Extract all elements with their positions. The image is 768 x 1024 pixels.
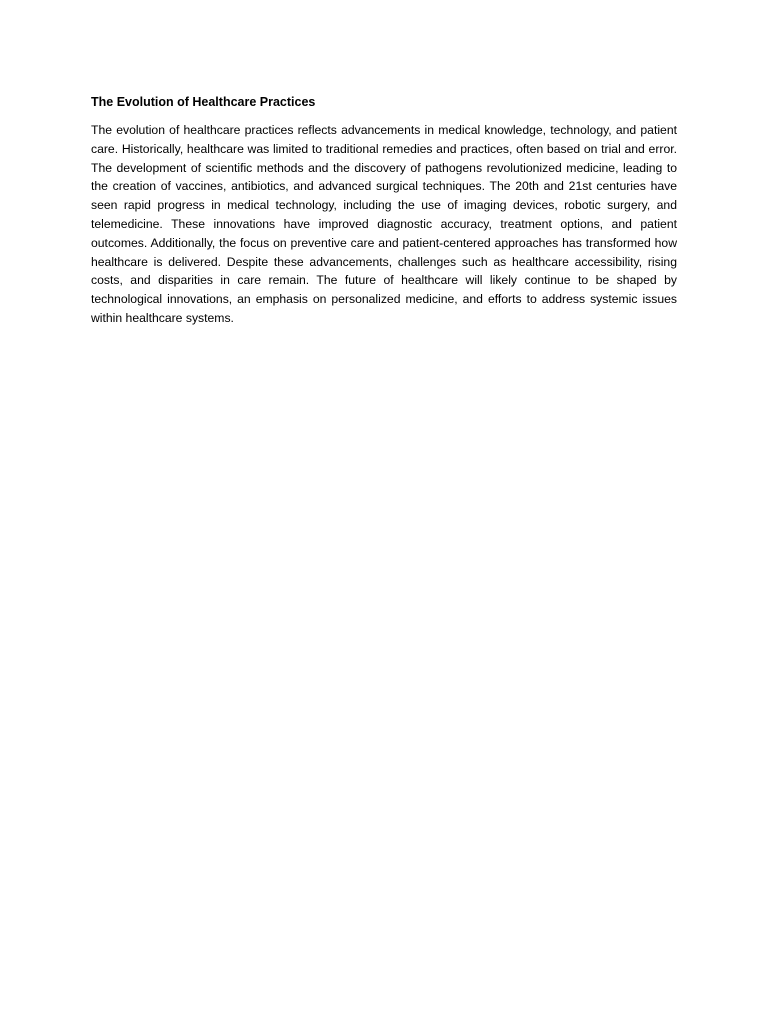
document-title: The Evolution of Healthcare Practices bbox=[91, 95, 316, 109]
document-content bbox=[91, 93, 677, 328]
document-paragraph: The evolution of healthcare practices reflects advancements in medical knowledge, technology, and patient care. Historically, healthcare was limited to traditional remedies and practices, often based on trial and error. The development of scientific methods and the discovery of pathogens revolutionized medicine, leading to the creation of vaccines, antibiotics, and advanced surgical techniques. The 20th and 21st centuries have seen rapid progress in medical technology, including the use of imaging devices, robotic surgery, and telemedicine. These innovations have improved diagnostic accuracy, treatment options, and patient outcomes. Additionally, the focus on preventive care and patient-centered approaches has transformed how healthcare is delivered. Despite these advancements, challenges such as healthcare accessibility, rising costs, and disparities in care remain. The future of healthcare will likely continue to be shaped by technological innovations, an emphasis on personalized medicine, and efforts to address systemic issues within healthcare systems. bbox=[91, 123, 677, 325]
